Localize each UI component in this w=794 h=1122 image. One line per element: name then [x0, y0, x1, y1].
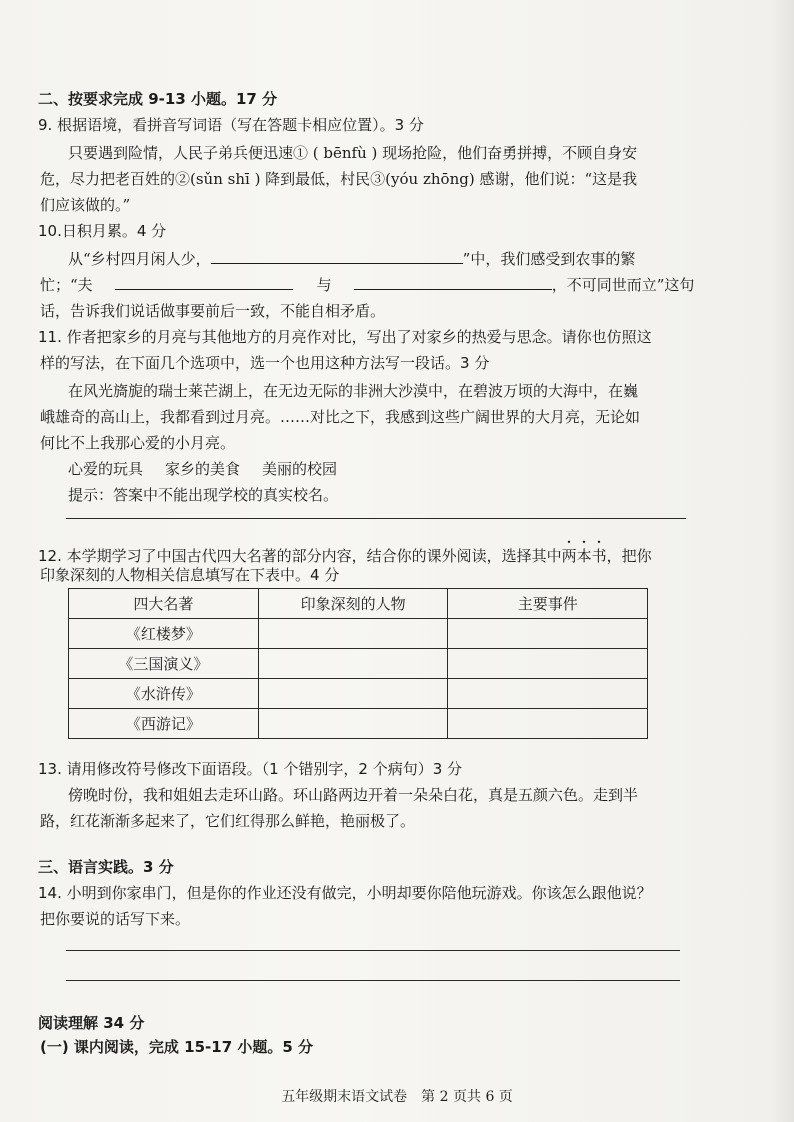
q12-title-1 — [38, 538, 652, 566]
q13-line2: 路，红花渐渐多起来了，它们红得那么鲜艳，艳丽极了。 — [40, 812, 416, 830]
reading-sub-heading: (一) 课内阅读，完成 15-17 小题。5 分 — [40, 1038, 314, 1056]
four-classics-table — [68, 588, 648, 739]
q10-line1-a: 从“乡村四月闲人少， — [68, 250, 211, 268]
q11-options — [68, 458, 337, 479]
table-header-event: 主要事件 — [448, 589, 648, 619]
q12-title-1a: 12. 本学期学习了中国古代四大名著的部分内容，结合你的课外阅读，选择其中 — [38, 547, 562, 565]
q11-title-2: 样的写法，在下面几个选项中，选一个也用这种方法写一段话。3 分 — [40, 354, 490, 372]
table-character-cell[interactable] — [258, 649, 448, 679]
table-header-row — [69, 589, 648, 619]
q12-title-2: 印象深刻的人物相关信息填写在下表中。4 分 — [40, 566, 340, 584]
page-edge-shadow — [768, 0, 794, 1122]
q11-tip: 提示：答案中不能出现学校的真实校名。 — [68, 486, 339, 504]
q10-line2-a: 忙；“夫 — [40, 276, 93, 294]
q12-title-1c: ，把你 — [606, 547, 652, 565]
q9-line2: 危，尽力把老百姓的②(sǔn shī ) 降到最低，村民③(yóu zhōng) 感谢，他们说：“这是我 — [40, 170, 638, 188]
q11-para-2: 峨雄奇的高山上，我都看到过月亮。……对比之下，我感到这些广阔世界的大月亮，无论如 — [40, 408, 641, 426]
table-header-book: 四大名著 — [69, 589, 259, 619]
q10-line3: 话，告诉我们说话做事要前后一致，不能自相矛盾。 — [40, 302, 386, 320]
q13-line1: 傍晚时份，我和姐姐去走环山路。环山路两边开着一朵朵白花，真是五颜六色。走到半 — [68, 786, 639, 804]
q11-para-3: 何比不上我那心爱的小月亮。 — [40, 434, 236, 452]
table-character-cell[interactable] — [258, 679, 448, 709]
q10-line1 — [68, 248, 635, 269]
q14-line1: 14. 小明到你家串门，但是你的作业还没有做完，小明却要你陪他玩游戏。你该怎么跟他说？ — [38, 884, 652, 902]
table-event-cell[interactable] — [448, 709, 648, 739]
q11-option-3: 美丽的校园 — [262, 460, 338, 478]
q14-answer-line-1[interactable] — [66, 950, 680, 951]
q13-title: 13. 请用修改符号修改下面语段。（1 个错别字，2 个病句）3 分 — [38, 760, 463, 778]
q11-title-1: 11. 作者把家乡的月亮与其他地方的月亮作对比，写出了对家乡的热爱与思念。请你也仿照这 — [38, 328, 652, 346]
q9-title: 9. 根据语境，看拼音写词语（写在答题卡相应位置）。3 分 — [38, 116, 424, 134]
q14-line2: 把你要说的话写下来。 — [40, 910, 191, 928]
table-row — [69, 709, 648, 739]
section3-heading: 三、语言实践。3 分 — [38, 858, 174, 876]
section2-heading: 二、按要求完成 9-13 小题。17 分 — [38, 90, 278, 108]
table-event-cell[interactable] — [448, 679, 648, 709]
q10-line2-b: 与 — [316, 276, 332, 294]
reading-heading: 阅读理解 34 分 — [38, 1014, 145, 1032]
q11-option-2: 家乡的美食 — [165, 460, 241, 478]
q10-line2 — [40, 274, 694, 295]
q10-blank-3[interactable] — [354, 288, 552, 290]
table-book-cell: 《水浒传》 — [69, 679, 259, 709]
table-row — [69, 679, 648, 709]
table-event-cell[interactable] — [448, 649, 648, 679]
q14-answer-line-2[interactable] — [66, 980, 680, 981]
table-character-cell[interactable] — [258, 619, 448, 649]
page-footer: 五年级期末语文试卷 第 2 页共 6 页 — [281, 1089, 513, 1105]
table-header-character: 印象深刻的人物 — [258, 589, 448, 619]
table-book-cell: 《红楼梦》 — [69, 619, 259, 649]
q11-para-1: 在风光旖旎的瑞士莱芒湖上，在无边无际的非洲大沙漠中，在碧波万顷的大海中，在巍 — [68, 382, 639, 400]
q10-title: 10.日积月累。4 分 — [38, 222, 167, 240]
table-row — [69, 649, 648, 679]
q11-option-1: 心爱的玩具 — [68, 460, 144, 478]
table-row — [69, 619, 648, 649]
q11-answer-line[interactable] — [66, 518, 686, 519]
q10-blank-1[interactable] — [211, 262, 463, 264]
q10-line1-b: ”中，我们感受到农事的繁 — [462, 250, 636, 268]
q10-line2-c: ，不可同世而立”这句 — [551, 276, 695, 294]
q9-line3: 们应该做的。” — [40, 196, 131, 214]
q10-blank-2[interactable] — [115, 288, 293, 290]
table-character-cell[interactable] — [258, 709, 448, 739]
table-book-cell: 《西游记》 — [69, 709, 259, 739]
table-book-cell: 《三国演义》 — [69, 649, 259, 679]
q9-line1: 只要遇到险情，人民子弟兵便迅速① ( bēnfù ) 现场抢险，他们奋勇拼搏，不顾自身安 — [68, 144, 638, 162]
table-event-cell[interactable] — [448, 619, 648, 649]
q12-title-emphasis: 两本书 — [561, 547, 607, 565]
